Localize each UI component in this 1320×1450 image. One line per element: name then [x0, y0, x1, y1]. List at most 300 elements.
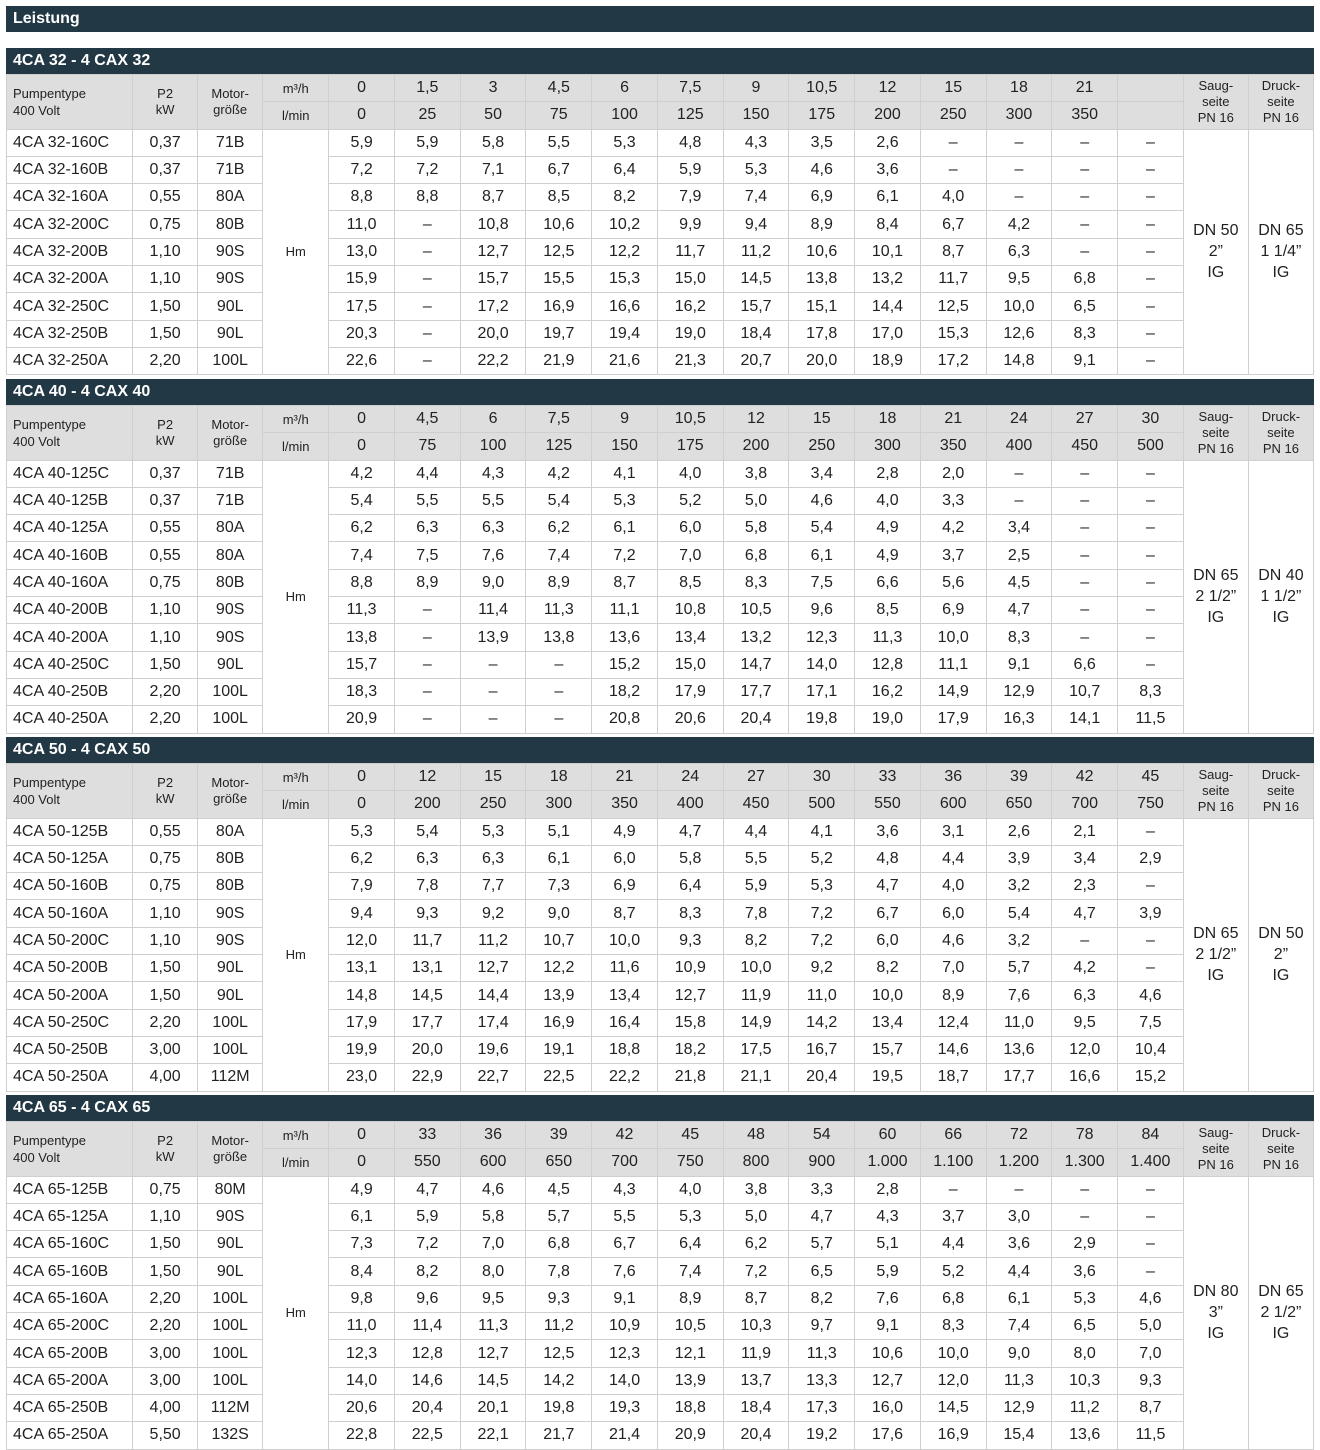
flow-lmin-cell: 0 — [329, 791, 395, 818]
head-value-cell: 12,1 — [657, 1340, 723, 1367]
head-value-cell: 17,7 — [986, 1064, 1052, 1091]
head-value-cell: 16,2 — [657, 293, 723, 320]
motor-size-cell: 71B — [198, 487, 263, 514]
head-value-cell: 12,6 — [986, 320, 1052, 347]
head-value-cell: – — [1052, 927, 1118, 954]
head-value-cell: 4,4 — [723, 818, 789, 845]
head-value-cell: – — [986, 129, 1052, 156]
motor-size-cell: 90S — [198, 900, 263, 927]
flow-m3h-cell: 48 — [723, 1122, 789, 1149]
head-value-cell: 4,4 — [920, 1231, 986, 1258]
head-value-cell: 8,4 — [855, 211, 921, 238]
head-value-cell: 6,9 — [592, 873, 658, 900]
head-value-cell: 21,1 — [723, 1064, 789, 1091]
header-pn-label: PN 16 — [1262, 440, 1299, 456]
head-value-cell: 16,2 — [855, 678, 921, 705]
head-value-cell: 12,8 — [855, 651, 921, 678]
head-value-cell: 7,2 — [723, 1258, 789, 1285]
head-value-cell: 18,2 — [592, 678, 658, 705]
head-value-cell: 3,9 — [1118, 900, 1184, 927]
head-value-cell: 6,1 — [789, 542, 855, 569]
head-value-cell: 2,8 — [855, 1176, 921, 1203]
head-value-cell: 15,7 — [723, 293, 789, 320]
table-row — [7, 542, 1314, 569]
head-value-cell: 14,7 — [723, 651, 789, 678]
flow-m3h-cell: 66 — [920, 1122, 986, 1149]
motor-size-cell: 90S — [198, 597, 263, 624]
motor-size-cell: 90L — [198, 955, 263, 982]
head-value-cell: 22,1 — [460, 1422, 526, 1449]
flow-m3h-cell: 15 — [460, 764, 526, 791]
flow-lmin-cell: 350 — [592, 791, 658, 818]
suction-connection-line: DN 65 — [1193, 925, 1239, 943]
head-value-cell: 5,5 — [460, 487, 526, 514]
head-value-cell: 6,4 — [657, 1231, 723, 1258]
pump-type-cell: 4CA 40-250A — [7, 706, 133, 733]
head-value-cell: 7,2 — [394, 1231, 460, 1258]
head-value-cell: 5,9 — [657, 156, 723, 183]
header-suction-label-2: seite — [1202, 93, 1230, 109]
flow-m3h-cell: 30 — [1118, 406, 1184, 433]
head-value-cell: 3,0 — [986, 1203, 1052, 1230]
head-value-cell: 3,1 — [920, 818, 986, 845]
head-value-cell: 14,4 — [460, 982, 526, 1009]
motor-size-cell: 90L — [198, 293, 263, 320]
head-value-cell: – — [1118, 1231, 1184, 1258]
performance-table — [6, 1121, 1314, 1450]
head-value-cell: 22,9 — [394, 1064, 460, 1091]
head-value-cell: 9,3 — [526, 1285, 592, 1312]
header-pn-label: PN 16 — [1262, 798, 1299, 814]
head-value-cell: 9,0 — [526, 900, 592, 927]
motor-size-cell: 80A — [198, 184, 263, 211]
head-value-cell: 6,0 — [855, 927, 921, 954]
flow-m3h-cell: 78 — [1052, 1122, 1118, 1149]
flow-lmin-cell: 0 — [329, 433, 395, 460]
head-value-cell: 4,7 — [394, 1176, 460, 1203]
table-row — [7, 597, 1314, 624]
head-value-cell: 18,7 — [920, 1064, 986, 1091]
head-value-cell: – — [1118, 129, 1184, 156]
head-value-cell: 13,3 — [789, 1367, 855, 1394]
flow-m3h-cell: 0 — [329, 1122, 395, 1149]
head-value-cell: 12,3 — [329, 1340, 395, 1367]
head-value-cell: 10,8 — [460, 211, 526, 238]
head-value-cell: 7,8 — [394, 873, 460, 900]
head-value-cell: 18,8 — [592, 1036, 658, 1063]
head-value-cell: 4,7 — [657, 818, 723, 845]
flow-lmin-cell: 750 — [657, 1149, 723, 1176]
pump-type-cell: 4CA 50-200C — [7, 927, 133, 954]
head-value-cell: 14,5 — [460, 1367, 526, 1394]
header-pn-label: PN 16 — [1262, 109, 1299, 125]
motor-size-cell: 90S — [198, 927, 263, 954]
flow-m3h-cell: 7,5 — [657, 75, 723, 102]
header-pump-type-label: Pumpentype — [13, 1132, 86, 1148]
head-value-cell: 19,8 — [789, 706, 855, 733]
head-value-cell: – — [920, 156, 986, 183]
table-row — [7, 818, 1314, 845]
head-value-cell: 15,7 — [460, 266, 526, 293]
head-value-cell: 7,2 — [394, 156, 460, 183]
header-discharge-label: Druck- — [1261, 408, 1301, 424]
head-value-cell: 11,3 — [986, 1367, 1052, 1394]
head-value-cell: – — [1118, 927, 1184, 954]
head-value-cell: 5,0 — [1118, 1313, 1184, 1340]
head-value-cell: 9,7 — [789, 1313, 855, 1340]
header-discharge-side — [1248, 75, 1313, 130]
pump-type-cell: 4CA 50-160B — [7, 873, 133, 900]
motor-size-cell: 90S — [198, 624, 263, 651]
head-value-cell: 6,2 — [526, 515, 592, 542]
pump-type-cell: 4CA 40-200A — [7, 624, 133, 651]
head-value-cell: 17,9 — [329, 1009, 395, 1036]
power-cell: 0,37 — [133, 460, 198, 487]
head-value-cell: 5,1 — [526, 818, 592, 845]
head-value-cell: 2,6 — [855, 129, 921, 156]
power-cell: 0,75 — [133, 211, 198, 238]
head-value-cell: 22,2 — [592, 1064, 658, 1091]
head-value-cell: 6,8 — [1052, 266, 1118, 293]
power-cell: 2,20 — [133, 1313, 198, 1340]
header-p2 — [133, 764, 198, 819]
head-value-cell: 20,0 — [789, 347, 855, 374]
pump-type-cell: 4CA 40-125A — [7, 515, 133, 542]
flow-m3h-cell: 39 — [986, 764, 1052, 791]
flow-lmin-cell: 25 — [394, 102, 460, 129]
head-value-cell: 13,1 — [329, 955, 395, 982]
flow-lmin-cell: 700 — [1052, 791, 1118, 818]
head-value-cell: 9,3 — [657, 927, 723, 954]
head-value-cell: 14,2 — [789, 1009, 855, 1036]
head-value-cell: 4,0 — [657, 1176, 723, 1203]
head-value-cell: 18,2 — [657, 1036, 723, 1063]
head-value-cell: 3,3 — [789, 1176, 855, 1203]
head-value-cell: 9,9 — [657, 211, 723, 238]
head-value-cell: 17,2 — [920, 347, 986, 374]
flow-m3h-cell: 36 — [920, 764, 986, 791]
unit-lmin: l/min — [263, 102, 329, 129]
head-value-cell: 5,4 — [986, 900, 1052, 927]
head-value-cell: 15,3 — [592, 266, 658, 293]
pump-type-cell: 4CA 32-160B — [7, 156, 133, 183]
head-value-cell: 5,5 — [394, 487, 460, 514]
head-value-cell: 8,2 — [592, 184, 658, 211]
table-row — [7, 873, 1314, 900]
flow-m3h-cell: 12 — [855, 75, 921, 102]
discharge-connection — [1248, 818, 1313, 1091]
head-value-cell: 13,8 — [789, 266, 855, 293]
head-value-cell: 15,0 — [657, 651, 723, 678]
head-value-cell: 19,7 — [526, 320, 592, 347]
power-cell: 1,50 — [133, 1231, 198, 1258]
head-value-cell: 10,8 — [657, 597, 723, 624]
pump-type-cell: 4CA 65-250B — [7, 1394, 133, 1421]
suction-connection-line: DN 80 — [1193, 1283, 1239, 1301]
power-cell: 0,37 — [133, 129, 198, 156]
head-value-cell: 7,3 — [526, 873, 592, 900]
head-value-cell: 5,7 — [789, 1231, 855, 1258]
motor-size-cell: 80A — [198, 515, 263, 542]
header-discharge-label: Druck- — [1261, 1124, 1301, 1140]
head-value-cell: 4,6 — [789, 156, 855, 183]
head-value-cell: 9,5 — [1052, 1009, 1118, 1036]
head-value-cell: 2,9 — [1052, 1231, 1118, 1258]
header-suction-label: Saug- — [1198, 766, 1234, 782]
head-value-cell: 4,8 — [855, 845, 921, 872]
head-value-cell: 15,8 — [657, 1009, 723, 1036]
pump-type-cell: 4CA 40-200B — [7, 597, 133, 624]
head-value-cell: 9,0 — [460, 569, 526, 596]
motor-size-cell: 132S — [198, 1422, 263, 1449]
suction-connection-line: 3” — [1208, 1304, 1223, 1322]
discharge-connection-line: DN 50 — [1258, 925, 1304, 943]
head-value-cell: 20,7 — [723, 347, 789, 374]
head-value-cell: 20,0 — [460, 320, 526, 347]
header-motor-label-2: größe — [213, 101, 248, 117]
flow-lmin-cell: 125 — [657, 102, 723, 129]
unit-lmin: l/min — [263, 433, 329, 460]
pump-type-cell: 4CA 40-125B — [7, 487, 133, 514]
flow-lmin-cell: 500 — [789, 791, 855, 818]
head-value-cell: 13,9 — [526, 982, 592, 1009]
head-value-cell: 5,3 — [592, 487, 658, 514]
head-value-cell: 10,3 — [1052, 1367, 1118, 1394]
power-cell: 1,50 — [133, 1258, 198, 1285]
head-value-cell: – — [1118, 624, 1184, 651]
flow-m3h-cell: 15 — [920, 75, 986, 102]
header-motor-label-2: größe — [213, 432, 248, 448]
head-value-cell: 19,4 — [592, 320, 658, 347]
head-value-cell: 16,9 — [526, 293, 592, 320]
section-title: 4CA 50 - 4 CAX 50 — [6, 737, 1314, 763]
head-value-cell: 8,5 — [855, 597, 921, 624]
head-value-cell: 6,1 — [329, 1203, 395, 1230]
head-value-cell: 5,9 — [855, 1258, 921, 1285]
head-value-cell: 10,0 — [920, 624, 986, 651]
head-value-cell: 17,6 — [855, 1422, 921, 1449]
head-value-cell: 4,7 — [855, 873, 921, 900]
flow-m3h-cell: 18 — [986, 75, 1052, 102]
head-value-cell: 4,2 — [526, 460, 592, 487]
head-value-cell: 9,3 — [1118, 1367, 1184, 1394]
head-value-cell: 11,0 — [329, 1313, 395, 1340]
head-value-cell: 10,0 — [592, 927, 658, 954]
head-value-cell: 15,5 — [526, 266, 592, 293]
header-p2 — [133, 1122, 198, 1177]
head-value-cell: 5,9 — [394, 1203, 460, 1230]
pump-type-cell: 4CA 50-200B — [7, 955, 133, 982]
head-value-cell: 12,7 — [460, 1340, 526, 1367]
header-row-flow-m3h — [7, 764, 1314, 791]
header-suction-side — [1183, 1122, 1248, 1177]
head-value-cell: 13,0 — [329, 238, 395, 265]
head-value-cell: – — [460, 651, 526, 678]
head-value-cell: – — [1052, 569, 1118, 596]
flow-m3h-cell: 0 — [329, 764, 395, 791]
flow-m3h-cell: 30 — [789, 764, 855, 791]
discharge-connection-line: DN 65 — [1258, 1283, 1304, 1301]
head-value-cell: 12,0 — [1052, 1036, 1118, 1063]
head-value-cell: 5,3 — [329, 818, 395, 845]
head-value-cell: 21,7 — [526, 1422, 592, 1449]
head-value-cell: 10,4 — [1118, 1036, 1184, 1063]
flow-lmin-cell: 200 — [855, 102, 921, 129]
unit-lmin: l/min — [263, 791, 329, 818]
head-value-cell: 6,1 — [592, 515, 658, 542]
table-row — [7, 129, 1314, 156]
header-pump-type — [7, 75, 133, 130]
discharge-connection-line: IG — [1272, 1325, 1290, 1343]
head-value-cell: 6,3 — [394, 515, 460, 542]
pump-type-cell: 4CA 65-160B — [7, 1258, 133, 1285]
head-value-cell: – — [986, 460, 1052, 487]
head-value-cell: 10,0 — [723, 955, 789, 982]
header-discharge-label-2: seite — [1267, 782, 1295, 798]
head-value-cell: 8,3 — [1052, 320, 1118, 347]
head-value-cell: 11,4 — [460, 597, 526, 624]
table-row — [7, 1422, 1314, 1449]
motor-size-cell: 71B — [198, 156, 263, 183]
power-cell: 1,10 — [133, 238, 198, 265]
flow-m3h-cell: 36 — [460, 1122, 526, 1149]
flow-lmin-cell: 250 — [789, 433, 855, 460]
head-value-cell: 8,0 — [460, 1258, 526, 1285]
pump-type-cell: 4CA 32-250B — [7, 320, 133, 347]
flow-lmin-cell: 1.300 — [1052, 1149, 1118, 1176]
unit-m3h: m³/h — [263, 1122, 329, 1149]
head-value-cell: 8,9 — [526, 569, 592, 596]
head-value-cell: 4,7 — [1052, 900, 1118, 927]
head-value-cell: 12,7 — [855, 1367, 921, 1394]
discharge-connection-line: IG — [1272, 264, 1290, 282]
head-value-cell: 5,2 — [657, 487, 723, 514]
head-value-cell: 7,6 — [986, 982, 1052, 1009]
header-pump-type-label: Pumpentype — [13, 774, 86, 790]
head-value-cell: – — [394, 678, 460, 705]
power-cell: 0,75 — [133, 569, 198, 596]
head-value-cell: – — [1052, 624, 1118, 651]
table-row — [7, 1394, 1314, 1421]
head-value-cell: 10,0 — [920, 1340, 986, 1367]
head-value-cell: 8,3 — [723, 569, 789, 596]
head-value-cell: 9,4 — [329, 900, 395, 927]
head-value-cell: 21,9 — [526, 347, 592, 374]
flow-m3h-cell: 18 — [855, 406, 921, 433]
head-value-cell: 20,4 — [723, 706, 789, 733]
head-value-cell: 6,5 — [1052, 293, 1118, 320]
head-value-cell: 6,0 — [657, 515, 723, 542]
head-value-cell: 20,4 — [394, 1394, 460, 1421]
motor-size-cell: 90L — [198, 320, 263, 347]
head-value-cell: – — [1118, 293, 1184, 320]
head-value-cell: 5,4 — [329, 487, 395, 514]
head-value-cell: 14,9 — [723, 1009, 789, 1036]
section-title: 4CA 32 - 4 CAX 32 — [6, 48, 1314, 74]
head-value-cell: 2,5 — [986, 542, 1052, 569]
head-value-cell: 8,9 — [920, 982, 986, 1009]
head-value-cell: 20,1 — [460, 1394, 526, 1421]
head-value-cell: 8,7 — [460, 184, 526, 211]
flow-m3h-cell: 0 — [329, 75, 395, 102]
flow-lmin-cell: 100 — [460, 433, 526, 460]
head-value-cell: 11,1 — [592, 597, 658, 624]
header-discharge-label-2: seite — [1267, 1140, 1295, 1156]
head-value-cell: 11,2 — [723, 238, 789, 265]
head-value-cell: 13,6 — [1052, 1422, 1118, 1449]
pump-type-cell: 4CA 65-125B — [7, 1176, 133, 1203]
table-row — [7, 1231, 1314, 1258]
head-value-cell: 11,5 — [1118, 1422, 1184, 1449]
head-value-cell: 11,9 — [723, 1340, 789, 1367]
pump-type-cell: 4CA 50-125B — [7, 818, 133, 845]
head-value-cell: 4,7 — [789, 1203, 855, 1230]
head-value-cell: 8,9 — [789, 211, 855, 238]
head-value-cell: 14,8 — [329, 982, 395, 1009]
head-value-cell: – — [1118, 156, 1184, 183]
head-value-cell: 6,2 — [329, 515, 395, 542]
flow-m3h-cell: 3 — [460, 75, 526, 102]
head-value-cell: 8,8 — [329, 184, 395, 211]
flow-m3h-cell: 6 — [592, 75, 658, 102]
flow-lmin-cell: 1.100 — [920, 1149, 986, 1176]
motor-size-cell: 100L — [198, 1313, 263, 1340]
head-value-cell: 7,4 — [329, 542, 395, 569]
head-value-cell: 3,6 — [855, 156, 921, 183]
head-value-cell: 17,1 — [789, 678, 855, 705]
header-kw-label: kW — [155, 432, 175, 448]
pump-type-cell: 4CA 65-200A — [7, 1367, 133, 1394]
motor-size-cell: 100L — [198, 1340, 263, 1367]
section-1 — [6, 48, 1314, 375]
head-value-cell: 13,8 — [526, 624, 592, 651]
head-value-cell: 13,4 — [592, 982, 658, 1009]
head-value-cell: 2,9 — [1118, 845, 1184, 872]
head-value-cell: – — [526, 678, 592, 705]
flow-lmin-cell: 200 — [394, 791, 460, 818]
head-value-cell: 6,9 — [789, 184, 855, 211]
motor-size-cell: 71B — [198, 460, 263, 487]
head-value-cell: – — [1052, 1203, 1118, 1230]
flow-lmin-cell: 600 — [920, 791, 986, 818]
head-value-cell: 19,0 — [855, 706, 921, 733]
head-value-cell: 12,7 — [460, 238, 526, 265]
head-value-cell: – — [1052, 542, 1118, 569]
head-value-cell: – — [1118, 873, 1184, 900]
head-value-cell: – — [394, 320, 460, 347]
head-value-cell: 16,7 — [789, 1036, 855, 1063]
head-value-cell: 4,4 — [986, 1258, 1052, 1285]
flow-lmin-cell: 550 — [394, 1149, 460, 1176]
pump-type-cell: 4CA 50-160A — [7, 900, 133, 927]
head-value-cell: 6,2 — [723, 1231, 789, 1258]
head-value-cell: 6,6 — [1052, 651, 1118, 678]
head-value-cell: 7,8 — [723, 900, 789, 927]
table-row — [7, 211, 1314, 238]
flow-m3h-cell: 21 — [920, 406, 986, 433]
table-row — [7, 1064, 1314, 1091]
head-value-cell: 4,5 — [986, 569, 1052, 596]
head-value-cell: 20,4 — [789, 1064, 855, 1091]
head-value-cell: – — [460, 706, 526, 733]
motor-size-cell: 100L — [198, 1036, 263, 1063]
head-value-cell: 4,7 — [986, 597, 1052, 624]
head-value-cell: 10,9 — [592, 1313, 658, 1340]
head-value-cell: 13,9 — [460, 624, 526, 651]
head-value-cell: 17,7 — [394, 1009, 460, 1036]
header-pn-label: PN 16 — [1262, 1156, 1299, 1172]
head-value-cell: 17,2 — [460, 293, 526, 320]
